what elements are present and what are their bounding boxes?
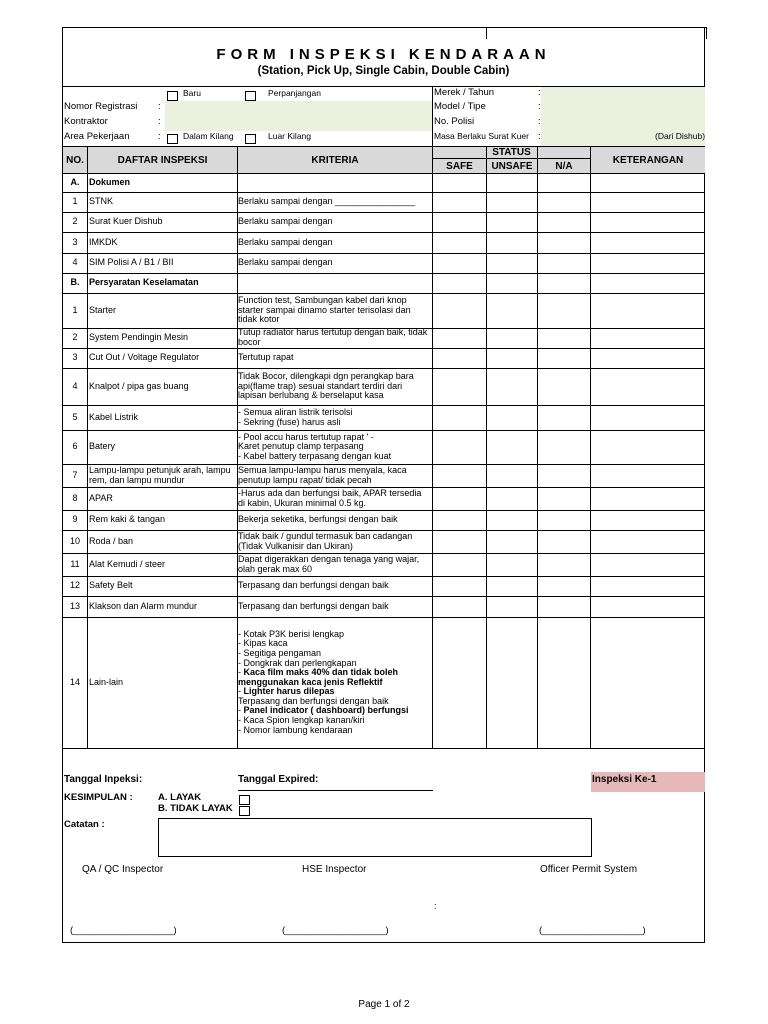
criteria-line: - Pool accu harus tertutup rapat ' - [238, 431, 374, 442]
label-masa-berlaku: Masa Berlaku Surat Kuer [434, 131, 529, 141]
keterangan-cell[interactable] [591, 617, 705, 748]
status-na-cell[interactable] [538, 405, 590, 430]
col-keterangan: KETERANGAN [591, 147, 705, 173]
criteria-line: Berlaku sampai dengan ________________ [238, 196, 416, 207]
status-unsafe-cell[interactable] [487, 487, 537, 510]
status-safe-cell[interactable] [433, 576, 486, 596]
row-item: Knalpot / pipa gas buang [89, 380, 189, 391]
criteria-line: - Kotak P3K berisi lengkap [238, 628, 345, 639]
status-na-cell[interactable] [538, 348, 590, 368]
colon: : [434, 901, 437, 911]
keterangan-cell[interactable] [591, 212, 705, 232]
keterangan-cell[interactable] [591, 293, 705, 328]
checkbox-baru[interactable] [167, 91, 178, 101]
row-item: Kabel Listrik [89, 411, 139, 422]
row-item: Cut Out / Voltage Regulator [89, 352, 200, 363]
criteria-line: - Dongkrak dan perlengkapan [238, 657, 357, 668]
checkbox-layak[interactable] [239, 795, 250, 805]
label-officer: Officer Permit System [540, 864, 638, 875]
column-divider [87, 146, 88, 748]
row-item: APAR [89, 492, 113, 503]
row-number: 14 [69, 676, 80, 687]
col-kriteria: KRITERIA [238, 147, 432, 173]
label-catatan: Catatan : [64, 819, 105, 830]
keterangan-cell[interactable] [591, 464, 705, 487]
status-unsafe-cell[interactable] [487, 328, 537, 348]
col-status: STATUS [433, 147, 590, 158]
status-safe-cell [433, 273, 486, 293]
col-no: NO. [63, 147, 87, 173]
row-criteria [238, 368, 432, 405]
row-number: 1 [72, 304, 78, 315]
row-number: 11 [70, 558, 80, 569]
status-na-cell[interactable] [538, 212, 590, 232]
field-bg-left [165, 101, 432, 131]
status-unsafe-cell[interactable] [487, 232, 537, 253]
status-unsafe-cell[interactable] [487, 253, 537, 273]
row-criteria [238, 212, 432, 232]
row-criteria [238, 464, 432, 487]
status-safe-cell[interactable] [433, 553, 486, 576]
status-na-cell[interactable] [538, 293, 590, 328]
status-na-cell[interactable] [538, 596, 590, 617]
status-unsafe-cell[interactable] [487, 530, 537, 553]
label-merek-tahun: Merek / Tahun [434, 87, 495, 98]
label-tidak-layak: B. TIDAK LAYAK [158, 803, 233, 814]
expired-underline [238, 790, 433, 791]
label-area-pekerjaan: Area Pekerjaan [64, 131, 130, 142]
row-criteria [238, 328, 432, 348]
row-criteria [238, 405, 432, 430]
checkbox-dalam-kilang[interactable] [167, 134, 178, 144]
label-perpanjangan: Perpanjangan [268, 88, 321, 98]
row-number: 3 [72, 236, 78, 247]
colon: : [538, 131, 541, 142]
status-unsafe-cell[interactable] [487, 212, 537, 232]
keterangan-cell[interactable] [591, 430, 705, 464]
status-unsafe-cell [487, 173, 537, 192]
status-na-cell [538, 173, 590, 192]
row-item: IMKDK [89, 236, 118, 247]
row-number: 3 [72, 352, 78, 363]
criteria-line: (Tidak Vulkanisir dan Ukiran) [238, 540, 353, 551]
row-criteria [238, 487, 432, 510]
row-number: 9 [72, 514, 78, 525]
keterangan-cell[interactable] [591, 576, 705, 596]
row-criteria [238, 617, 432, 748]
signature-line-qa: (___________________) [70, 925, 177, 936]
signature-line-hse: (___________________) [282, 925, 389, 936]
status-unsafe-cell[interactable] [487, 576, 537, 596]
status-na-cell[interactable] [538, 617, 590, 748]
row-criteria [238, 348, 432, 368]
col-safe: SAFE [433, 159, 486, 173]
label-layak: A. LAYAK [158, 792, 202, 803]
label-hse: HSE Inspector [302, 864, 367, 875]
row-number: B. [70, 277, 80, 288]
status-unsafe-cell[interactable] [487, 368, 537, 405]
row-criteria [238, 553, 432, 576]
criteria-line: - Nomor lambung kendaraan [238, 724, 353, 735]
criteria-line: di kabin, Ukuran minimal 0.5 kg. [238, 497, 367, 508]
criteria-line: Berlaku sampai dengan [238, 236, 333, 247]
status-unsafe-cell[interactable] [487, 510, 537, 530]
checkbox-perpanjangan[interactable] [245, 91, 256, 101]
label-kontraktor: Kontraktor [64, 116, 108, 127]
criteria-line: Berlaku sampai dengan [238, 257, 333, 268]
criteria-line: Terpasang dan berfungsi dengan baik [238, 600, 389, 611]
row-criteria [238, 530, 432, 553]
status-unsafe-cell[interactable] [487, 405, 537, 430]
status-safe-cell[interactable] [433, 596, 486, 617]
status-safe-cell[interactable] [433, 464, 486, 487]
status-unsafe-cell[interactable] [487, 553, 537, 576]
criteria-bold-text: Lighter harus dilepas [243, 686, 335, 697]
status-safe-cell[interactable] [433, 430, 486, 464]
criteria-line: - Segitiga pengaman [238, 647, 322, 658]
status-safe-cell[interactable] [433, 368, 486, 405]
criteria-line: -Harus ada dan berfungsi baik, APAR tersedia [238, 487, 422, 498]
keterangan-cell [591, 273, 705, 293]
criteria-line: - Kaca Spion lengkap kanan/kiri [238, 715, 365, 726]
row-item: Starter [89, 304, 117, 315]
keterangan-cell[interactable] [591, 253, 705, 273]
status-na-cell[interactable] [538, 487, 590, 510]
status-unsafe-cell[interactable] [487, 617, 537, 748]
colon: : [538, 101, 541, 112]
colon: : [538, 87, 541, 98]
status-na-cell[interactable] [538, 192, 590, 212]
criteria-line: Dapat digerakkan dengan tenaga yang wajar, [238, 553, 420, 564]
criteria-line: Karet penutup clamp terpasang [238, 441, 364, 452]
colon: : [538, 116, 541, 127]
keterangan-cell[interactable] [591, 348, 705, 368]
keterangan-cell[interactable] [591, 405, 705, 430]
criteria-line: penutup lampu rapat/ tidak pecah [238, 474, 372, 485]
criteria-line: Tertutup rapat [238, 352, 294, 363]
label-dari-dishub: (Dari Dishub) [655, 131, 706, 141]
criteria-line: Tutup radiator harus tertutup dengan baik, tidak [238, 328, 428, 338]
criteria-line: starter sampai dinamo starter terisolasi dan [238, 304, 411, 315]
keterangan-cell[interactable] [591, 530, 705, 553]
keterangan-cell[interactable] [591, 368, 705, 405]
header-mid-divider [432, 87, 433, 146]
criteria-line: - Sekring (fuse) harus asli [238, 416, 341, 427]
criteria-bold-text: Panel indicator ( dashboard) berfungsi [243, 705, 409, 716]
col-daftar: DAFTAR INSPEKSI [88, 147, 237, 173]
row-item: Lain-lain [89, 676, 124, 687]
keterangan-cell[interactable] [591, 510, 705, 530]
page-number: Page 1 of 2 [358, 999, 410, 1010]
row-number: A. [70, 176, 80, 187]
status-na-cell[interactable] [538, 510, 590, 530]
criteria-line: Tidak Bocor, dilengkapi dgn perangkap bara [238, 371, 414, 382]
status-safe-cell[interactable] [433, 530, 486, 553]
status-unsafe-cell[interactable] [487, 293, 537, 328]
keterangan-cell[interactable] [591, 192, 705, 212]
criteria-line: Tidak baik / gundul termasuk ban cadangan [238, 530, 413, 541]
status-safe-cell[interactable] [433, 405, 486, 430]
status-safe-cell[interactable] [433, 253, 486, 273]
row-criteria [238, 253, 432, 273]
row-item: Safety Belt [89, 580, 133, 591]
label-no-polisi: No. Polisi [434, 116, 475, 127]
label-tanggal-expired: Tanggal Expired: [238, 774, 319, 785]
status-unsafe-cell[interactable] [487, 430, 537, 464]
status-unsafe-cell[interactable] [487, 596, 537, 617]
row-criteria [238, 173, 432, 192]
status-na-cell[interactable] [538, 232, 590, 253]
status-unsafe-cell[interactable] [487, 348, 537, 368]
row-item: SIM Polisi A / B1 / BII [89, 257, 174, 268]
criteria-line: - Kaca film maks 40% dan tidak boleh [238, 667, 399, 678]
label-dalam-kilang: Dalam Kilang [183, 131, 234, 141]
status-unsafe-cell [487, 273, 537, 293]
row-item: Dokumen [89, 176, 131, 187]
status-unsafe-cell[interactable] [487, 192, 537, 212]
status-safe-cell[interactable] [433, 192, 486, 212]
criteria-line: - Semua aliran listrik terisolsi [238, 406, 353, 417]
criteria-line: olah gerak max 60 [238, 563, 313, 574]
row-number: 7 [72, 469, 78, 480]
status-safe-cell[interactable] [433, 232, 486, 253]
row-item: Alat Kemudi / steer [89, 558, 166, 569]
row-criteria [238, 192, 432, 212]
row-item: Persyaratan Keselamatan [89, 277, 199, 288]
status-na-cell[interactable] [538, 368, 590, 405]
row-item: Roda / ban [89, 535, 134, 546]
row-divider [62, 748, 705, 749]
label-nomor-registrasi: Nomor Registrasi [64, 101, 138, 112]
criteria-line: tidak kotor [238, 314, 280, 325]
row-item: System Pendingin Mesin [89, 332, 189, 343]
keterangan-cell[interactable] [591, 232, 705, 253]
row-item: Rem kaki & tangan [89, 514, 166, 525]
status-na-cell[interactable] [538, 253, 590, 273]
status-na-cell[interactable] [538, 328, 590, 348]
row-number: 6 [72, 441, 78, 452]
col-unsafe: UNSAFE [487, 159, 537, 173]
row-item: Klakson dan Alarm mundur [89, 600, 198, 611]
criteria-line: Terpasang dan berfungsi dengan baik [238, 695, 389, 706]
row-number: 8 [72, 492, 78, 503]
criteria-line: api(flame trap) sesuai standart terdiri dari [238, 380, 403, 391]
criteria-line: Terpasang dan berfungsi dengan baik [238, 580, 389, 591]
label-model-tipe: Model / Tipe [434, 101, 486, 112]
criteria-line: - Kipas kaca [238, 638, 288, 649]
status-divider [433, 158, 590, 159]
criteria-line: Semua lampu-lampu harus menyala, kaca [238, 464, 407, 475]
row-item: Batery [89, 441, 116, 452]
status-na-cell[interactable] [538, 553, 590, 576]
status-na-cell[interactable] [538, 576, 590, 596]
row-number: 4 [72, 380, 78, 391]
row-item: Lampu-lampu petunjuk arah, lampu rem, dan lampu mundur [89, 465, 231, 485]
row-number: 12 [69, 580, 80, 591]
checkbox-tidak-layak[interactable] [239, 806, 250, 816]
label-kesimpulan: KESIMPULAN : [64, 792, 133, 803]
status-safe-cell [433, 173, 486, 192]
colon: : [158, 101, 161, 112]
row-item: STNK [89, 196, 114, 207]
criteria-line: bocor [238, 337, 261, 347]
status-na-cell [538, 273, 590, 293]
form-subtitle: (Station, Pick Up, Single Cabin, Double Cabin) [257, 65, 510, 77]
row-number: 2 [72, 216, 78, 227]
catatan-box[interactable] [158, 818, 592, 857]
status-safe-cell[interactable] [433, 293, 486, 328]
form-title: FORM INSPEKSI KENDARAAN [216, 46, 551, 63]
criteria-line: Bekerja seketika, berfungsi dengan baik [238, 514, 398, 525]
criteria-line: - Kabel battery terpasang dengan kuat [238, 450, 392, 461]
status-na-cell[interactable] [538, 530, 590, 553]
keterangan-cell[interactable] [591, 487, 705, 510]
status-safe-cell[interactable] [433, 510, 486, 530]
status-na-cell[interactable] [538, 430, 590, 464]
row-number: 5 [72, 411, 78, 422]
keterangan-cell[interactable] [591, 328, 705, 348]
row-criteria [238, 576, 432, 596]
row-item: Surat Kuer Dishub [89, 216, 163, 227]
status-safe-cell[interactable] [433, 328, 486, 348]
row-criteria [238, 293, 432, 328]
label-tanggal-inspeksi: Tanggal Inpeksi: [64, 774, 143, 785]
status-na-cell[interactable] [538, 464, 590, 487]
row-number: 10 [69, 535, 80, 546]
row-criteria [238, 596, 432, 617]
criteria-line: Function test, Sambungan kabel dari knop [238, 295, 407, 306]
col-na: N/A [538, 159, 590, 173]
criteria-bold-text: menggunakan kaca jenis Reflektif [238, 676, 383, 687]
criteria-bold-text: Kaca film maks 40% dan tidak boleh [243, 667, 399, 678]
criteria-line: Berlaku sampai dengan [238, 216, 333, 227]
status-safe-cell[interactable] [433, 348, 486, 368]
row-criteria [238, 232, 432, 253]
keterangan-cell [591, 173, 705, 192]
signature-line-officer: (___________________) [539, 925, 646, 936]
label-inspeksi-ke: Inspeksi Ke-1 [592, 774, 657, 785]
checkbox-luar-kilang[interactable] [245, 134, 256, 144]
status-unsafe-cell[interactable] [487, 464, 537, 487]
colon: : [158, 116, 161, 127]
row-criteria [238, 510, 432, 530]
criteria-line: - Panel indicator ( dashboard) berfungsi [238, 705, 409, 716]
status-safe-cell[interactable] [433, 487, 486, 510]
criteria-line: - Lighter harus dilepas [238, 686, 335, 697]
row-number: 1 [72, 196, 78, 207]
row-criteria [238, 273, 432, 293]
row-number: 4 [72, 257, 78, 268]
keterangan-cell[interactable] [591, 596, 705, 617]
status-safe-cell[interactable] [433, 617, 486, 748]
label-baru: Baru [183, 88, 201, 98]
label-luar-kilang: Luar Kilang [268, 131, 312, 141]
row-number: 2 [72, 332, 78, 343]
row-number: 13 [69, 600, 80, 611]
keterangan-cell[interactable] [591, 553, 705, 576]
colon: : [158, 131, 161, 142]
label-qa-qc: QA / QC Inspector [82, 864, 164, 875]
row-criteria [238, 430, 432, 464]
criteria-line: lapisan berlubang & berselaput kasa [238, 390, 384, 401]
status-safe-cell[interactable] [433, 212, 486, 232]
